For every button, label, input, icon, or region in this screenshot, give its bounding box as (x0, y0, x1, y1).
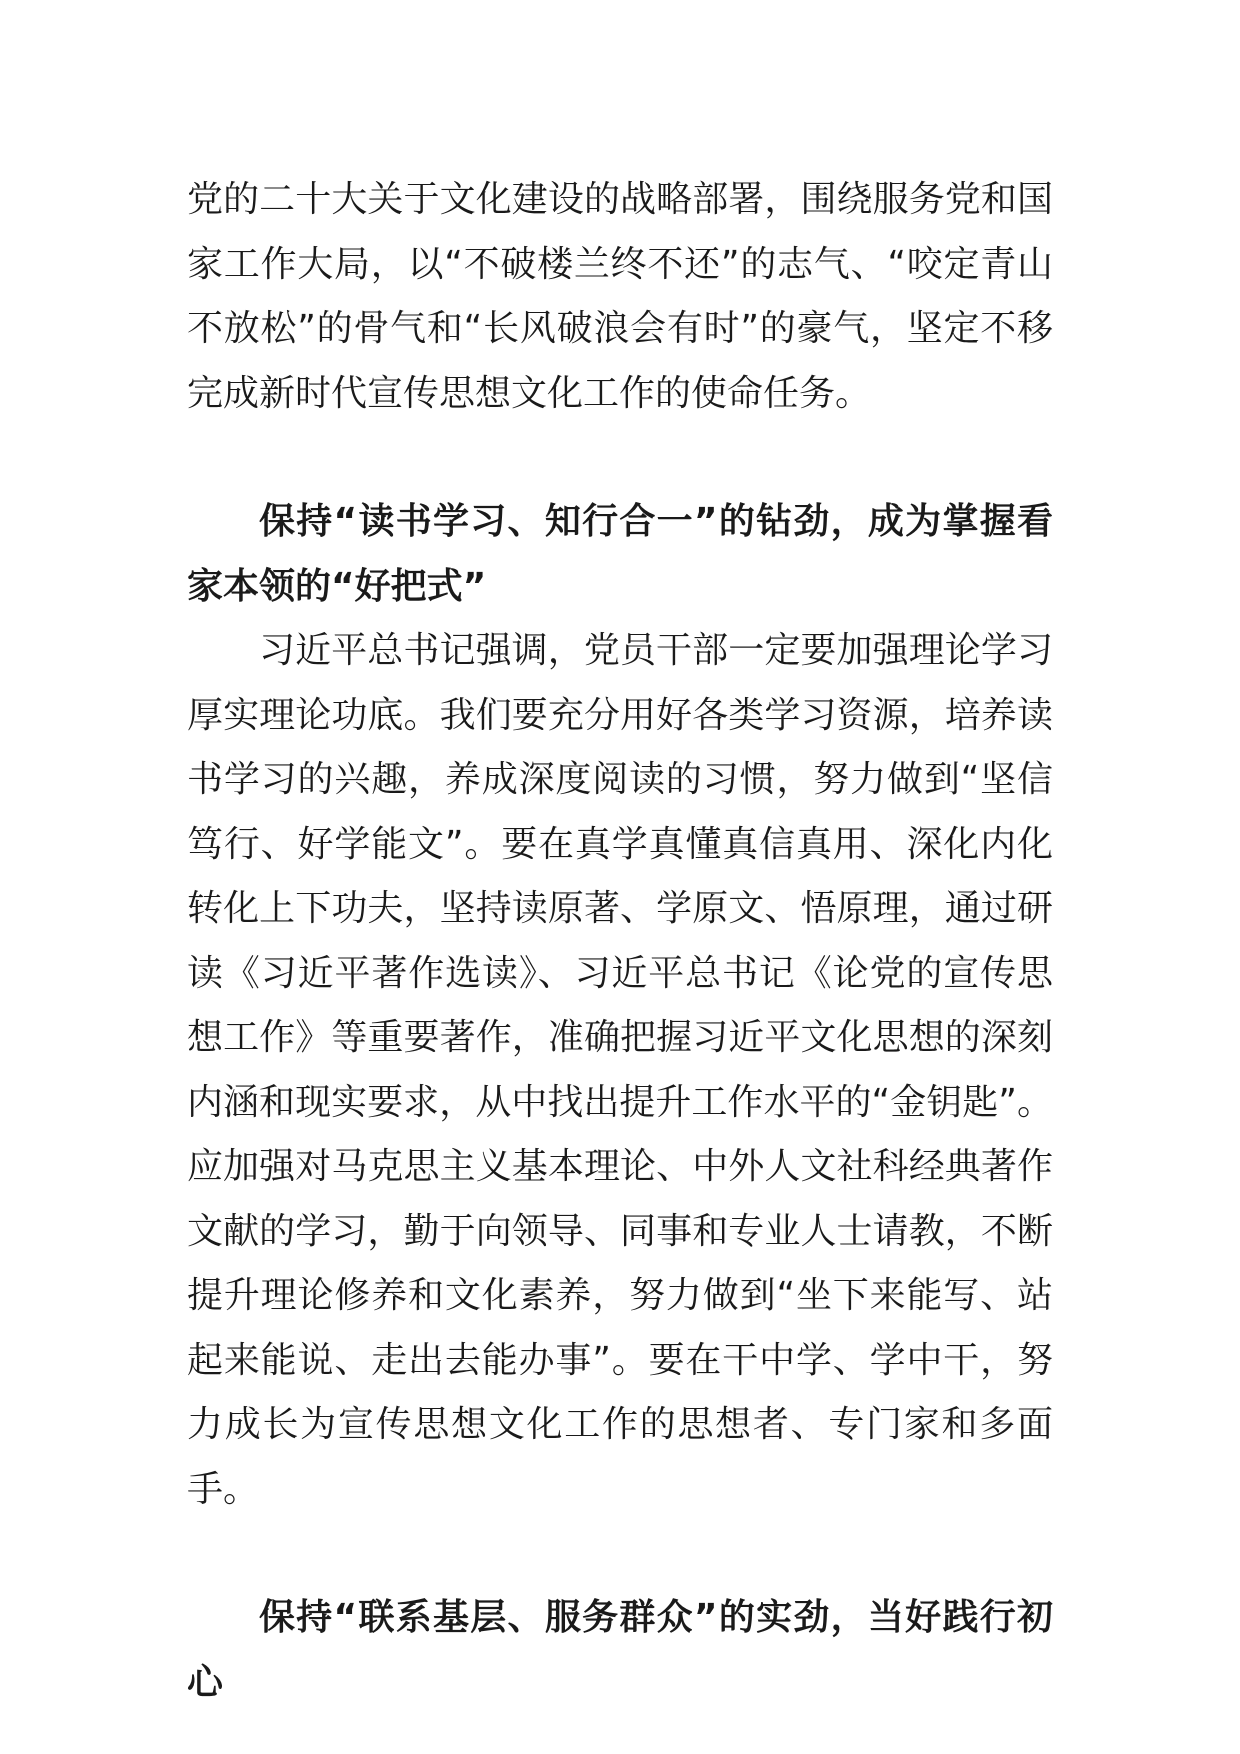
section-heading-1: 保持“读书学习、知行合一”的钻劲，成为掌握看家本领的“好把式” (187, 501, 1053, 607)
paragraph-gap (187, 426, 1053, 490)
document-body (187, 168, 1053, 1715)
body-paragraph-1: 习近平总书记强调，党员干部一定要加强理论学习厚实理论功底。我们要充分用好各类学习资源，培养读书学习的兴趣，养成深度阅读的习惯，努力做到“坚信笃行、好学能文”。要在真学真懂真信真用、深化内化转化上下功夫，坚持读原著、学原文、悟原理，通过研读《习近平著作选读》、习近平总书记《论党的宣传思想工作》等重要著作，准确把握习近平文化思想的深刻内涵和现实要求，从中找出提升工作水平的“金钥匙”。应加强对马克思主义基本理论、中外人文社科经典著作文献的学习，勤于向领导、同事和专业人士请教，不断提升理论修养和文化素养，努力做到“坐下来能写、站起来能说、走出去能办事”。要在干中学、学中干，努力成长为宣传思想文化工作的思想者、专门家和多面手。 (187, 630, 1053, 1510)
intro-paragraph: 党的二十大关于文化建设的战略部署，围绕服务党和国家工作大局，以“不破楼兰终不还”的志气、“咬定青山不放松”的骨气和“长风破浪会有时”的豪气，坚定不移完成新时代宣传思想文化工作的使命任务。 (187, 179, 1053, 414)
paragraph-gap (187, 1522, 1053, 1586)
section-heading-2: 保持“联系基层、服务群众”的实劲，当好践行初心 (187, 1597, 1053, 1703)
